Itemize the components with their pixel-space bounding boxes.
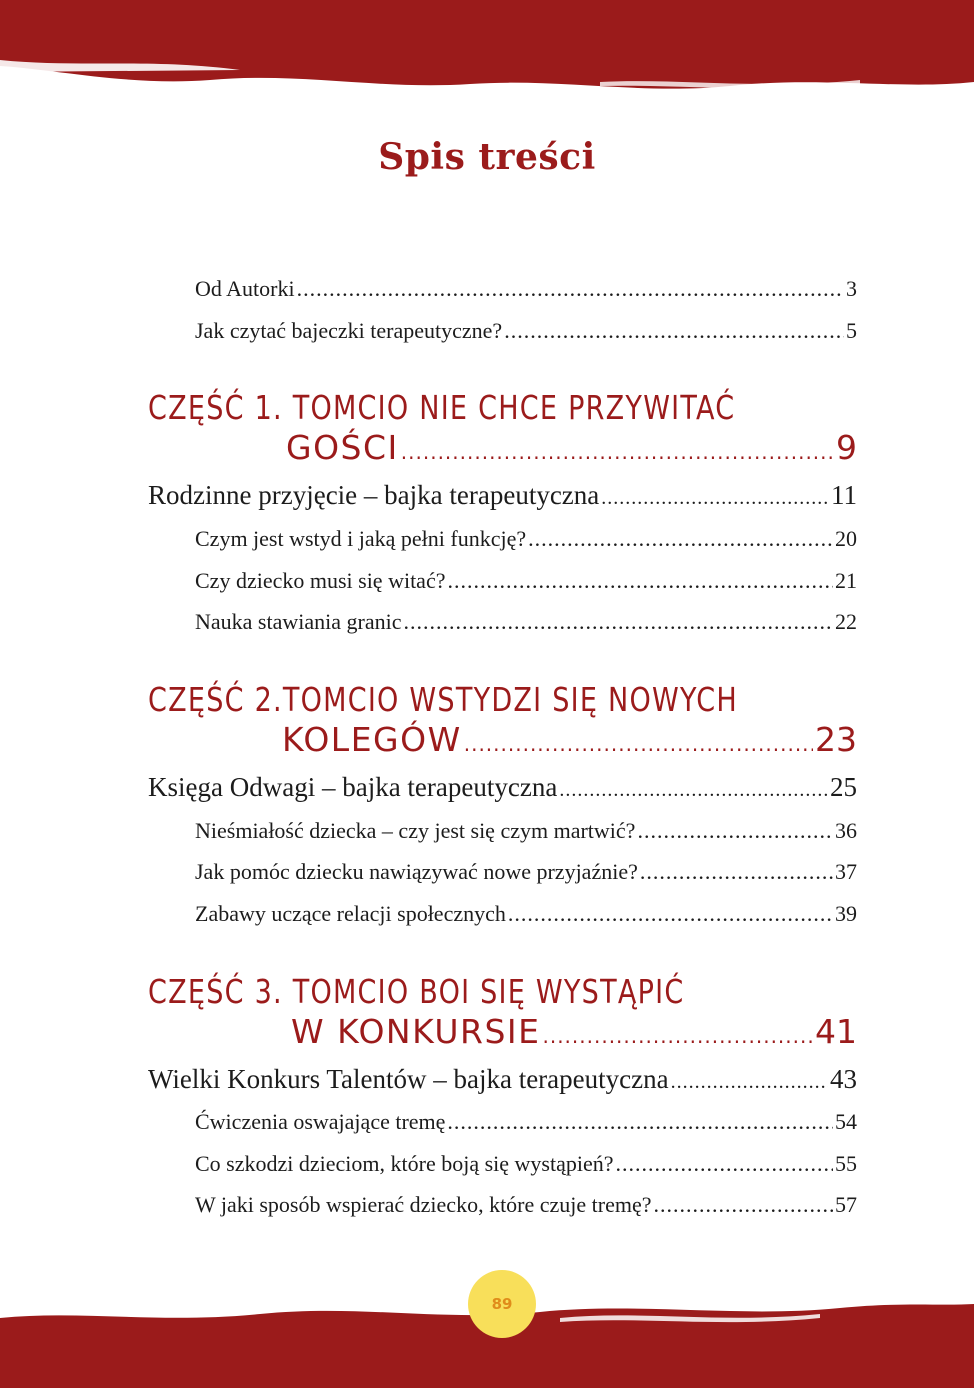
part-heading-title: GOŚCI [286, 428, 399, 467]
toc-entry-page: 37 [835, 859, 857, 884]
toc-entry-part2-item-2[interactable] [195, 901, 857, 927]
dot-leader [403, 611, 833, 633]
toc-entry-page: 57 [835, 1192, 857, 1217]
toc-entry-page: 43 [830, 1064, 857, 1094]
toc-entry-page: 3 [846, 276, 857, 301]
toc-entry-title: Czym jest wstyd i jaką pełni funkcję? [195, 526, 527, 551]
toc-entry-title: Wielki Konkurs Talentów – bajka terapeutyczna [148, 1064, 669, 1094]
page-number-badge: 89 [468, 1270, 536, 1338]
toc-entry-part3-item-1[interactable] [195, 1151, 857, 1177]
part-3-heading-line2[interactable] [291, 1012, 857, 1051]
toc-entry-page: 5 [846, 318, 857, 343]
part-1-heading[interactable]: CZĘŚĆ 1. TOMCIO NIE CHCE PRZYWITAĆ [148, 388, 736, 427]
dot-leader [559, 780, 828, 800]
toc-entry-page: 39 [835, 901, 857, 926]
part-heading-page: 41 [815, 1012, 857, 1051]
toc-entry-part3-item-0[interactable] [195, 1109, 857, 1135]
toc-entry-page: 11 [831, 480, 857, 510]
top-decorative-band [0, 0, 974, 100]
dot-leader [401, 442, 834, 462]
toc-entry-story-3[interactable] [148, 1064, 857, 1095]
part-3-heading[interactable]: CZĘŚĆ 3. TOMCIO BOI SIĘ WYSTĄPIĆ [148, 972, 685, 1011]
toc-entry-title: Ćwiczenia oswajające tremę [195, 1109, 446, 1134]
toc-entry-intro-1[interactable] [195, 318, 857, 344]
dot-leader [297, 278, 844, 300]
toc-entry-story-1[interactable] [148, 480, 857, 511]
dot-leader [654, 1194, 833, 1216]
toc-entry-title: Nieśmiałość dziecka – czy jest się czym martwić? [195, 818, 636, 843]
toc-entry-title: Księga Odwagi – bajka terapeutyczna [148, 772, 558, 802]
toc-entry-part2-item-0[interactable] [195, 818, 857, 844]
dot-leader [601, 488, 829, 508]
part-1-heading-line2[interactable] [286, 428, 857, 467]
toc-entry-part1-item-1[interactable] [195, 568, 857, 594]
dot-leader [447, 1111, 833, 1133]
toc-entry-title: Zabawy uczące relacji społecznych [195, 901, 506, 926]
dot-leader [464, 734, 813, 754]
part-heading-title: KOLEGÓW [282, 720, 462, 759]
part-heading-title: W KONKURSIE [291, 1012, 541, 1051]
dot-leader [640, 861, 833, 883]
toc-entry-title: Nauka stawiania granic [195, 609, 402, 634]
part-heading-page: 23 [815, 720, 857, 759]
dot-leader [637, 820, 833, 842]
toc-entry-page: 25 [830, 772, 857, 802]
toc-entry-page: 55 [835, 1151, 857, 1176]
toc-entry-part1-item-0[interactable] [195, 526, 857, 552]
toc-entry-part3-item-2[interactable] [195, 1192, 857, 1218]
toc-entry-title: W jaki sposób wspierać dziecko, które czuje tremę? [195, 1192, 652, 1217]
toc-entry-title: Czy dziecko musi się witać? [195, 568, 446, 593]
toc-entry-story-2[interactable] [148, 772, 857, 803]
toc-entry-title: Jak pomóc dziecku nawiązywać nowe przyjaźnie? [195, 859, 638, 884]
dot-leader [671, 1072, 828, 1092]
toc-entry-title: Od Autorki [195, 276, 295, 301]
toc-entry-page: 22 [835, 609, 857, 634]
toc-entry-page: 20 [835, 526, 857, 551]
toc-entry-title: Co szkodzi dzieciom, które boją się wystąpień? [195, 1151, 614, 1176]
dot-leader [447, 570, 833, 592]
toc-entry-intro-0[interactable] [195, 276, 857, 302]
toc-entry-part1-item-2[interactable] [195, 609, 857, 635]
toc-entry-title: Rodzinne przyjęcie – bajka terapeutyczna [148, 480, 600, 510]
toc-entry-page: 21 [835, 568, 857, 593]
toc-entry-page: 54 [835, 1109, 857, 1134]
part-heading-page: 9 [836, 428, 857, 467]
dot-leader [542, 1026, 813, 1046]
dot-leader [528, 528, 833, 550]
page-title: Spis treści [378, 136, 596, 178]
dot-leader [504, 320, 844, 342]
toc-entry-title: Jak czytać bajeczki terapeutyczne? [195, 318, 503, 343]
toc-entry-part2-item-1[interactable] [195, 859, 857, 885]
part-2-heading[interactable]: CZĘŚĆ 2.TOMCIO WSTYDZI SIĘ NOWYCH [148, 680, 738, 719]
part-2-heading-line2[interactable] [282, 720, 857, 759]
toc-entry-page: 36 [835, 818, 857, 843]
dot-leader [508, 903, 833, 925]
dot-leader [616, 1153, 834, 1175]
